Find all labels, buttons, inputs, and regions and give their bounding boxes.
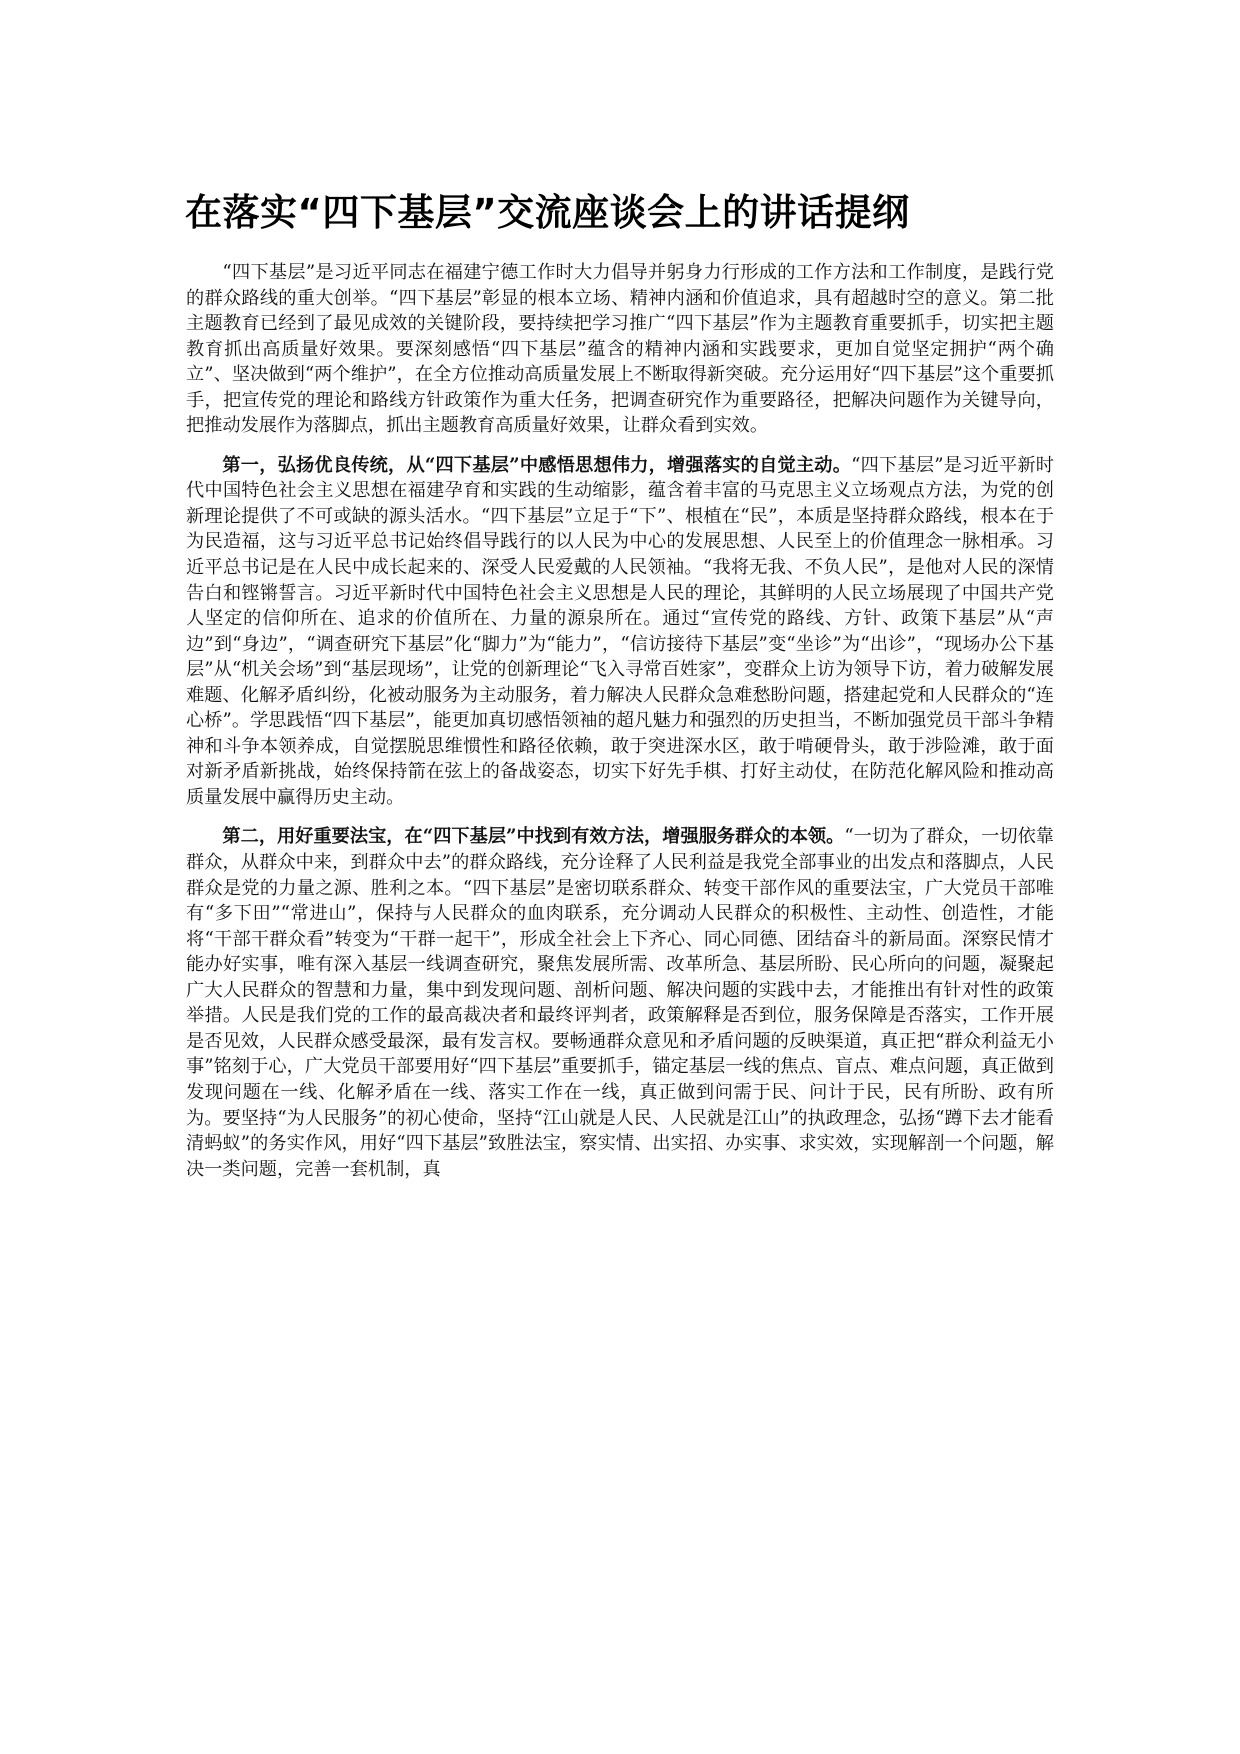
paragraph-first-text: “四下基层”是习近平新时代中国特色社会主义思想在福建孕育和实践的生动缩影，蕴含着丰富的马克思主义立场观点方法，为党的创新理论提供了不可或缺的源头活水。“四下基层”立足于“下”、根植在“民”，本质是坚持群众路线，根本在于为民造福，这与习近平总书记始终倡导践行的以人民为中心的发展思想、人民至上的价值理念一脉相承。习近平总书记是在人民中成长起来的、深受人民爱戴的人民领袖。“我将无我、不负人民”，是他对人民的深情告白和铿锵誓言。习近平新时代中国特色社会主义思想是人民的理论，其鲜明的人民立场展现了中国共产党人坚定的信仰所在、追求的价值所在、力量的源泉所在。通过“宣传党的路线、方针、政策下基层”从“声边”到“身边”，“调查研究下基层”化“脚力”为“能力”，“信访接待下基层”变“坐诊”为“出诊”，“现场办公下基层”从“机关会场”到“基层现场”，让党的创新理论“飞入寻常百姓家”，变群众上访为领导下访，着力破解发展难题、化解矛盾纠纷，化被动服务为主动服务，着力解决人民群众急难愁盼问题，搭建起党和人民群众的“连心桥”。学思践悟“四下基层”，能更加真切感悟领袖的超凡魅力和强烈的历史担当，不断加强党员干部斗争精神和斗争本领养成，自觉摆脱思维惯性和路径依赖，敢于突进深水区，敢于啃硬骨头，敢于涉险滩，敢于面对新矛盾新挑战，始终保持箭在弦上的备战姿态，切实下好先手棋、打好主动仗，在防范化解风险和推动高质量发展中赢得历史主动。: [186, 454, 1054, 808]
paragraph-first-lead: 第一，弘扬优良传统，从“四下基层”中感悟思想伟力，增强落实的自觉主动。: [222, 454, 852, 476]
paragraph-second-text: “一切为了群众，一切依靠群众，从群众中来，到群众中去”的群众路线，充分诠释了人民利益是我党全部事业的出发点和落脚点，人民群众是党的力量之源、胜利之本。“四下基层”是密切联系群众、转变干部作风的重要法宝，广大党员干部唯有“多下田”“常进山”，保持与人民群众的血肉联系，充分调动人民群众的积极性、主动性、创造性，才能将“干部干群众看”转变为“干群一起干”，形成全社会上下齐心、同心同德、团结奋斗的新局面。深察民情才能办好实事，唯有深入基层一线调查研究，聚焦发展所需、改革所急、基层所盼、民心所向的问题，凝聚起广大人民群众的智慧和力量，集中到发现问题、剖析问题、解决问题的实践中去，才能推出有针对性的政策举措。人民是我们党的工作的最高裁决者和最终评判者，政策解释是否到位，服务保障是否落实，工作开展是否见效，人民群众感受最深，最有发言权。要畅通群众意见和矛盾问题的反映渠道，真正把“群众利益无小事”铭刻于心，广大党员干部要用好“四下基层”重要抓手，锚定基层一线的焦点、盲点、难点问题，真正做到发现问题在一线、化解矛盾在一线、落实工作在一线，真正做到问需于民、问计于民，民有所盼、政有所为。要坚持“为人民服务”的初心使命，坚持“江山就是人民、人民就是江山”的执政理念，弘扬“蹲下去才能看清蚂蚁”的务实作风，用好“四下基层”致胜法宝，察实情、出实招、办实事、求实效，实现解剖一个问题，解决一类问题，完善一套机制，真: [186, 826, 1054, 1180]
paragraph-first: [186, 453, 1054, 811]
paragraph-second-lead: 第二，用好重要法宝，在“四下基层”中找到有效方法，增强服务群众的本领。: [222, 826, 845, 848]
paragraph-intro: [186, 260, 1054, 439]
paragraph-intro-text: “四下基层”是习近平同志在福建宁德工作时大力倡导并躬身力行形成的工作方法和工作制度，是践行党的群众路线的重大创举。“四下基层”彰显的根本立场、精神内涵和价值追求，具有超越时空的意义。第二批主题教育已经到了最见成效的关键阶段，要持续把学习推广“四下基层”作为主题教育重要抓手，切实把主题教育抓出高质量好效果。要深刻感悟“四下基层”蕴含的精神内涵和实践要求，更加自觉坚定拥护“两个确立”、坚决做到“两个维护”，在全方位推动高质量发展上不断取得新突破。充分运用好“四下基层”这个重要抓手，把宣传党的理论和路线方针政策作为重大任务，把调查研究作为重要路径，把解决问题作为关键导向，把推动发展作为落脚点，抓出主题教育高质量好效果，让群众看到实效。: [186, 262, 1054, 437]
paragraph-second: [186, 824, 1054, 1182]
document-body: [186, 260, 1054, 1182]
document-title: 在落实“四下基层”交流座谈会上的讲话提纲: [185, 191, 910, 234]
